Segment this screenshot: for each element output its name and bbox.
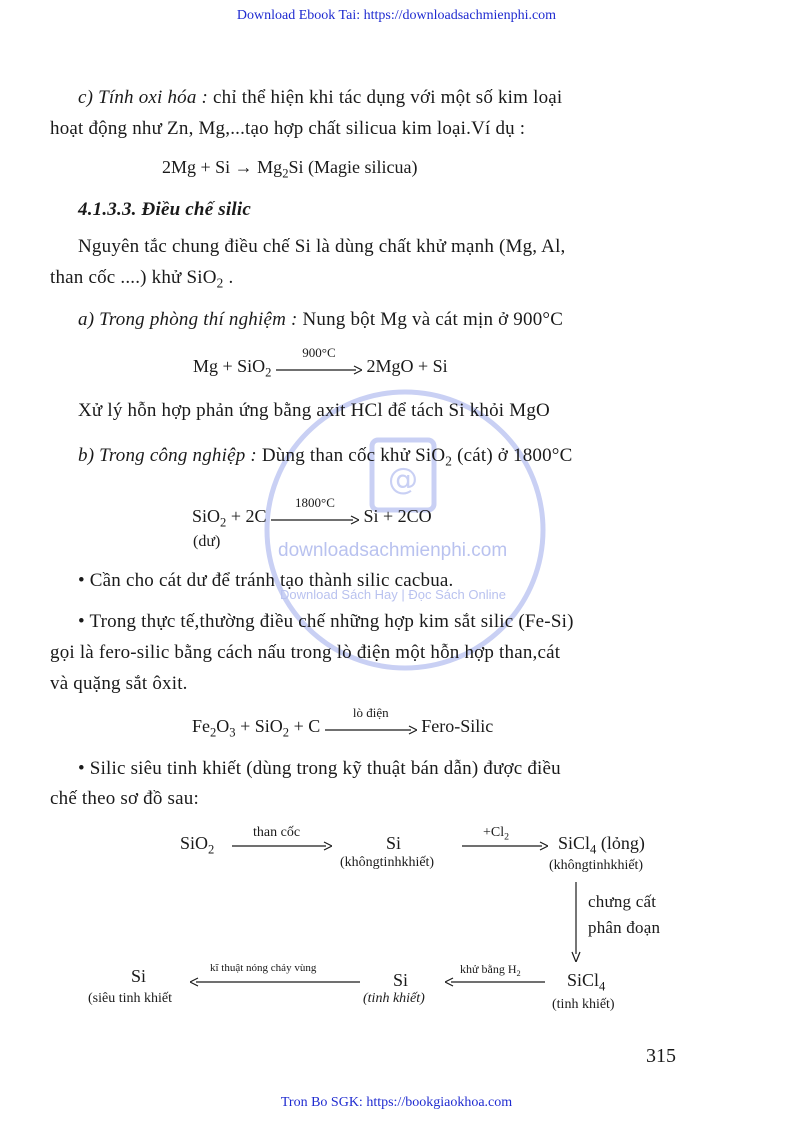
lab-method-line: a) Trong phòng thí nghiệm : Nung bột Mg và cát mịn ở 900°C: [78, 309, 564, 330]
industry-method-line: b) Trong công nghiệp : Dùng than cốc khử SiO$_2$ (cát) ở 1800°C: [78, 445, 573, 469]
equation-industry: SiO$_2$ + 2C 1800°C Si + 2CO: [192, 494, 432, 530]
scheme-arrow3-label: khử bằng $H_2$: [460, 962, 521, 978]
para-oxidation-line2: hoạt động như Zn, Mg,...tạo hợp chất silicua kim loại.Ví dụ :: [50, 118, 526, 139]
scheme-si-impure: Si: [386, 833, 402, 853]
scheme-sio2: SiO$_2$: [180, 833, 215, 857]
para-oxidation-label: c) Tính oxi hóa :: [78, 87, 209, 108]
bullet-ultrapure-line1: • Silic siêu tinh khiết (dùng trong kỹ thuật bán dẫn) được điều: [78, 758, 561, 779]
section-heading: 4.1.3.3. Điều chế silic: [78, 199, 251, 220]
scheme-sicl4-pure: SiCl$_4$: [567, 970, 606, 994]
equation-ferosilicon: $Fe_2O_3 + SiO_2 + C$ lò điện Fero-Silic: [192, 704, 494, 740]
para-oxidation-line1: c) Tính oxi hóa : chỉ thể hiện khi tác dụng với một số kim loại: [78, 87, 563, 108]
watermark-tagline: Download Sách Hay | Đọc Sách Online: [280, 587, 506, 602]
reaction-arrow: lò điện: [325, 721, 417, 735]
scheme-sicl4-liquid: SiCl$_4$ (lỏng): [558, 833, 645, 857]
scheme-si-ultrapure: Si: [131, 966, 147, 986]
equation-magnesium-silicide: $2Mg + Si \to Mg_2Si$ (Magie silicua): [162, 157, 418, 181]
svg-text:@: @: [388, 462, 418, 497]
scheme-arrow1: [232, 840, 332, 852]
scheme-sicl4-pure-note: (tinh khiết): [552, 997, 615, 1012]
lab-note: Xử lý hỗn hợp phản ứng bằng axit HCl để tách Si khỏi MgO: [78, 400, 550, 421]
bullet-silicon-carbide: • Cần cho cát dư để tránh tạo thành silic cacbua.: [78, 570, 454, 591]
equation-lab: Mg + SiO$_2$ 900°C 2MgO + Si: [193, 344, 448, 380]
bullet-ferosilicon-line3: và quặng sắt ôxit.: [50, 673, 188, 694]
scheme-arrow2-label: $+Cl_2$: [483, 825, 510, 843]
reaction-arrow: 900°C: [276, 361, 362, 375]
scheme-distillation-label2: phân đoạn: [588, 918, 661, 937]
scheme-si-impure-note: (khôngtinhkhiết): [340, 855, 435, 870]
bullet-ferosilicon-line1: • Trong thực tế,thường điều chế những hợp kim sắt silic (Fe-Si): [78, 611, 574, 632]
watermark-site: downloadsachmienphi.com: [278, 540, 508, 561]
scheme-arrow1-label: than cốc: [253, 825, 301, 840]
scheme-si-ultrapure-note: (siêu tinh khiết: [88, 991, 172, 1006]
scheme-distillation-label1: chưng cất: [588, 892, 657, 911]
scheme-arrow4-label: kĩ thuật nóng chảy vùng: [210, 962, 317, 974]
intro-line1: Nguyên tắc chung điều chế Si là dùng chất khử mạnh (Mg, Al,: [78, 236, 566, 257]
scheme-si-pure-note: (tinh khiết): [363, 991, 425, 1006]
bullet-ultrapure-line2: chế theo sơ đồ sau:: [50, 788, 199, 809]
scheme-arrow2: [462, 840, 548, 852]
scheme-sicl4-impure-note: (khôngtinhkhiết): [549, 858, 644, 873]
intro-line2: than cốc ....) khử SiO$_2$ .: [50, 267, 234, 291]
excess-note: (dư): [193, 533, 221, 550]
bullet-ferosilicon-line2: gọi là fero-silic bằng cách nấu trong lò điện một hỗn hợp than,cát: [50, 642, 561, 663]
reaction-arrow: 1800°C: [271, 511, 359, 525]
scheme-arrow3: [445, 976, 545, 988]
scheme-arrow4: [190, 976, 360, 988]
header-download-link[interactable]: Download Ebook Tai: https://downloadsachmienphi.com: [236, 8, 557, 23]
scheme-down-arrow: [569, 882, 583, 962]
footer-sgk-link[interactable]: Tron Bo SGK: https://bookgiaokhoa.com: [280, 1095, 513, 1110]
scheme-si-pure: Si: [393, 970, 409, 990]
page-number: 315: [646, 1045, 676, 1067]
